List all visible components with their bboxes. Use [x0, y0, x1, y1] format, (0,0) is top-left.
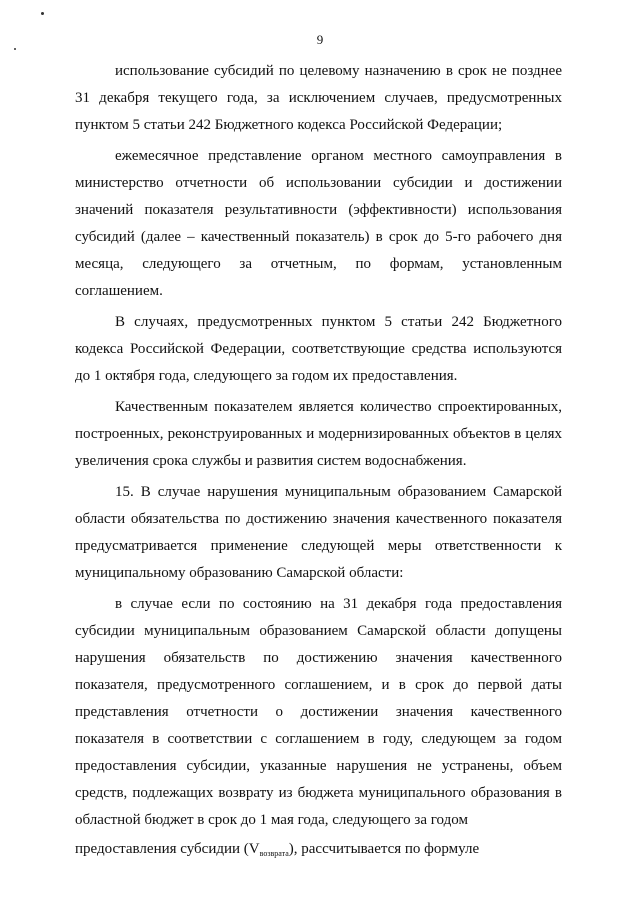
scan-speck [14, 48, 16, 50]
paragraph-monthly-reporting: ежемесячное представление органом местного самоуправления в министерство отчетности об использовании субсидии и достижении значений показателя результативности (эффективности) использования субсидий (далее – качественный показатель) в срок до 5-го рабочего дня месяца, следующего за отчетным, по формам, установленным соглашением. [75, 148, 562, 299]
paragraph-formula-intro [75, 836, 562, 863]
document-body [75, 58, 562, 867]
paragraph-return-conditions: в случае если по состоянию на 31 декабря года предоставления субсидии муниципальным образованием Самарской области допущены нарушения обязательств по достижению значения качественного показателя, предусмотренного соглашением, и в срок до первой даты представления отчетности о достижении значения качественного показателя в соответствии с соглашением в году, следующем за годом предоставления субсидии, указанные нарушения не устранены, объем средств, подлежащих возврату из бюджета муниципального образования в областной бюджет в срок до 1 мая года, следующего за годом [75, 596, 562, 828]
scan-speck [41, 12, 44, 15]
paragraph-budget-code-exception: В случаях, предусмотренных пунктом 5 статьи 242 Бюджетного кодекса Российской Федерации, соответствующие средства используются до 1 октября года, следующего за годом их предоставления. [75, 314, 562, 384]
page-number: 9 [316, 32, 324, 47]
paragraph-section-15: 15. В случае нарушения муниципальным образованием Самарской области обязательства по достижению значения качественного показателя предусматривается применение следующей меры ответственности к муниципальному образованию Самарской области: [75, 484, 562, 581]
paragraph-subsidy-usage-deadline: использование субсидий по целевому назначению в срок не позднее 31 декабря текущего года, за исключением случаев, предусмотренных пунктом 5 статьи 242 Бюджетного кодекса Российской Федерации; [75, 63, 562, 133]
v-return-subscript: возврата [259, 849, 289, 858]
formula-intro-text: предоставления субсидии (V [75, 841, 260, 857]
paragraph-quality-indicator: Качественным показателем является количество спроектированных, построенных, реконструированных и модернизированных объектов в целях увеличения срока службы и развития систем водоснабжения. [75, 399, 562, 469]
formula-intro-text-end: ), рассчитывается по формуле [288, 841, 480, 857]
